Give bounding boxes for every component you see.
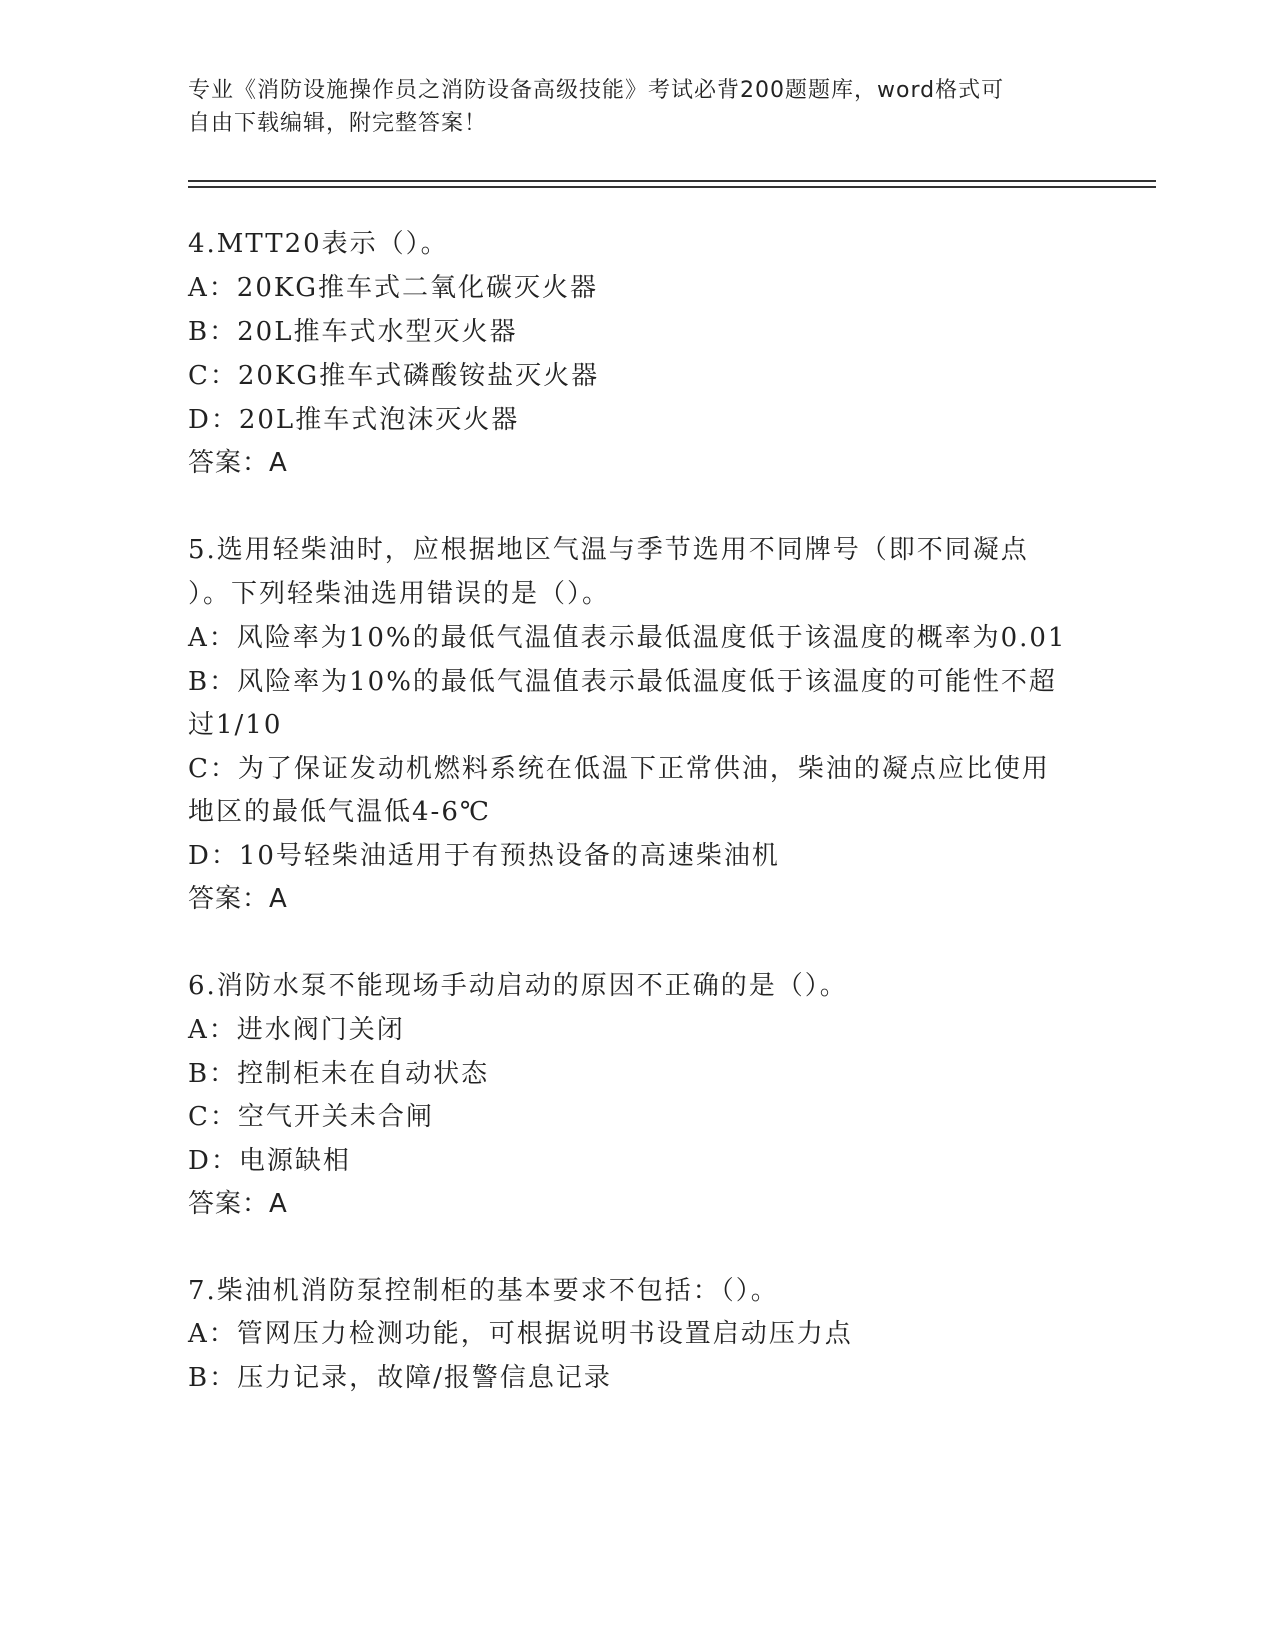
question-5-option-d: D：10号轻柴油适用于有预热设备的高速柴油机	[188, 841, 780, 871]
question-4-option-c: C：20KG推车式磷酸铵盐灭火器	[188, 361, 600, 391]
question-7-option-b: B：压力记录，故障/报警信息记录	[188, 1363, 612, 1393]
question-7-title: 7.柴油机消防泵控制柜的基本要求不包括：（）。	[188, 1276, 779, 1306]
document-header	[188, 74, 1068, 140]
header-rule-bottom	[188, 186, 1156, 188]
question-4-answer: 答案：A	[188, 448, 288, 478]
header-line-1: 专业《消防设施操作员之消防设备高级技能》考试必背200题题库，word格式可	[188, 78, 1005, 103]
question-6-option-d: D：电源缺相	[188, 1146, 351, 1176]
question-4-option-b: B：20L推车式水型灭火器	[188, 317, 518, 347]
question-6-option-a: A：进水阀门关闭	[188, 1015, 405, 1045]
header-line-2: 自由下载编辑，附完整答案！	[188, 111, 488, 136]
question-5-option-a: A：风险率为10%的最低气温值表示最低温度低于该温度的概率为0.01	[188, 623, 1067, 653]
question-5-answer: 答案：A	[188, 884, 288, 914]
header-rule-top	[188, 180, 1156, 182]
question-5-option-b-cont: 过1/10	[188, 710, 283, 740]
question-4-option-a: A：20KG推车式二氧化碳灭火器	[188, 273, 599, 303]
question-6-title: 6.消防水泵不能现场手动启动的原因不正确的是（）。	[188, 971, 848, 1001]
question-6-option-b: B：控制柜未在自动状态	[188, 1059, 490, 1089]
question-7-option-a: A：管网压力检测功能，可根据说明书设置启动压力点	[188, 1319, 853, 1349]
question-6-answer: 答案：A	[188, 1189, 288, 1219]
question-5-option-b: B：风险率为10%的最低气温值表示最低温度低于该温度的可能性不超	[188, 667, 1057, 697]
question-4-option-d: D：20L推车式泡沫灭火器	[188, 405, 520, 435]
question-5-option-c: C：为了保证发动机燃料系统在低温下正常供油，柴油的凝点应比使用	[188, 754, 1050, 784]
question-6-option-c: C：空气开关未合闸	[188, 1102, 434, 1132]
question-4-title: 4.MTT20表示（）。	[188, 229, 449, 259]
question-5-option-c-cont: 地区的最低气温低4-6℃	[188, 797, 491, 827]
question-5-title-line-2: ）。下列轻柴油选用错误的是（）。	[188, 579, 611, 609]
question-5-title-line-1: 5.选用轻柴油时，应根据地区气温与季节选用不同牌号（即不同凝点	[188, 535, 1029, 565]
